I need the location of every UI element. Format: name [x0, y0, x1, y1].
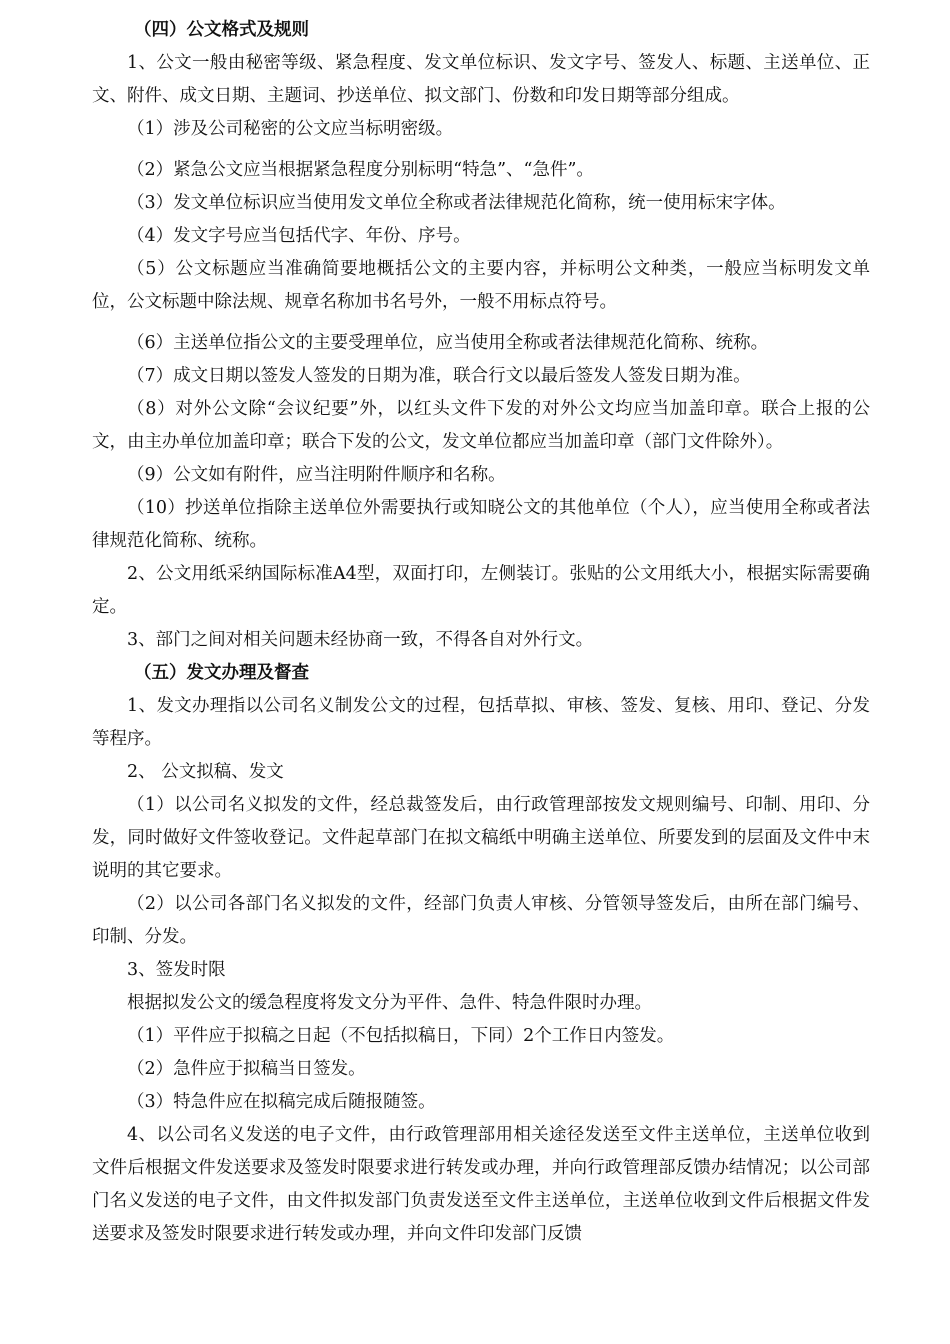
dispatch-item-3-3: （3）特急件应在拟稿完成后随报随签。 — [127, 1092, 436, 1112]
section-heading-5: （五）发文办理及督查 — [134, 663, 309, 683]
paragraph-3: 3、部门之间对相关问题未经协商一致，不得各自对外行文。 — [127, 630, 594, 650]
dispatch-item-3-1: （1）平件应于拟稿之日起（不包括拟稿日，下同）2个工作日内签发。 — [127, 1026, 675, 1046]
item-3: （3）发文单位标识应当使用发文单位全称或者法律规范化简称，统一使用标宋字体。 — [127, 193, 786, 213]
item-7: （7）成文日期以签发人签发的日期为准，联合行文以最后签发人签发日期为准。 — [127, 366, 751, 386]
item-10: （10）抄送单位指除主送单位外需要执行或知晓公文的其他单位（个人），应当使用全称或者法律规范化简称、统称。 — [92, 498, 870, 551]
item-5: （5）公文标题应当准确简要地概括公文的主要内容，并标明公文种类，一般应当标明发文单位，公文标题中除法规、规章名称加书名号外，一般不用标点符号。 — [92, 259, 870, 312]
item-9: （9）公文如有附件，应当注明附件顺序和名称。 — [127, 465, 506, 485]
section-heading-4: （四）公文格式及规则 — [134, 20, 309, 40]
dispatch-item-3-2: （2）急件应于拟稿当日签发。 — [127, 1059, 366, 1079]
item-1: （1）涉及公司秘密的公文应当标明密级。 — [127, 119, 454, 139]
dispatch-para-3: 3、签发时限 — [127, 960, 226, 980]
dispatch-item-2-2: （2）以公司各部门名义拟发的文件，经部门负责人审核、分管领导签发后，由所在部门编号、印制、分发。 — [92, 894, 870, 947]
dispatch-para-2: 2、 公文拟稿、发文 — [127, 762, 284, 782]
item-2: （2）紧急公文应当根据紧急程度分别标明“特急”、“急件”。 — [127, 160, 594, 180]
document-page — [92, 14, 870, 1251]
dispatch-para-3-intro: 根据拟发公文的缓急程度将发文分为平件、急件、特急件限时办理。 — [127, 993, 652, 1013]
dispatch-para-4: 4、以公司名义发送的电子文件，由行政管理部用相关途径发送至文件主送单位，主送单位收到文件后根据文件发送要求及签发时限要求进行转发或办理，并向行政管理部反馈办结情况；以公司部门名义发送的电子文件，由文件拟发部门负责发送至文件主送单位，主送单位收到文件后根据文件发送要求及签发时限要求进行转发或办理，并向文件印发部门反馈 — [92, 1125, 870, 1244]
dispatch-item-2-1: （1）以公司名义拟发的文件，经总裁签发后，由行政管理部按发文规则编号、印制、用印、分发，同时做好文件签收登记。文件起草部门在拟文稿纸中明确主送单位、所要发到的层面及文件中末说明的其它要求。 — [92, 795, 870, 881]
paragraph-2: 2、公文用纸采纳国际标准A4型，双面打印，左侧装订。张贴的公文用纸大小，根据实际需要确定。 — [92, 564, 870, 617]
item-8: （8）对外公文除“会议纪要”外，以红头文件下发的对外公文均应当加盖印章。联合上报的公文，由主办单位加盖印章；联合下发的公文，发文单位都应当加盖印章（部门文件除外）。 — [92, 399, 870, 452]
dispatch-para-1: 1、发文办理指以公司名义制发公文的过程，包括草拟、审核、签发、复核、用印、登记、分发等程序。 — [92, 696, 870, 749]
paragraph-1: 1、公文一般由秘密等级、紧急程度、发文单位标识、发文字号、签发人、标题、主送单位、正文、附件、成文日期、主题词、抄送单位、拟文部门、份数和印发日期等部分组成。 — [92, 53, 870, 106]
item-4: （4）发文字号应当包括代字、年份、序号。 — [127, 226, 471, 246]
item-6: （6）主送单位指公文的主要受理单位，应当使用全称或者法律规范化简称、统称。 — [127, 333, 769, 353]
